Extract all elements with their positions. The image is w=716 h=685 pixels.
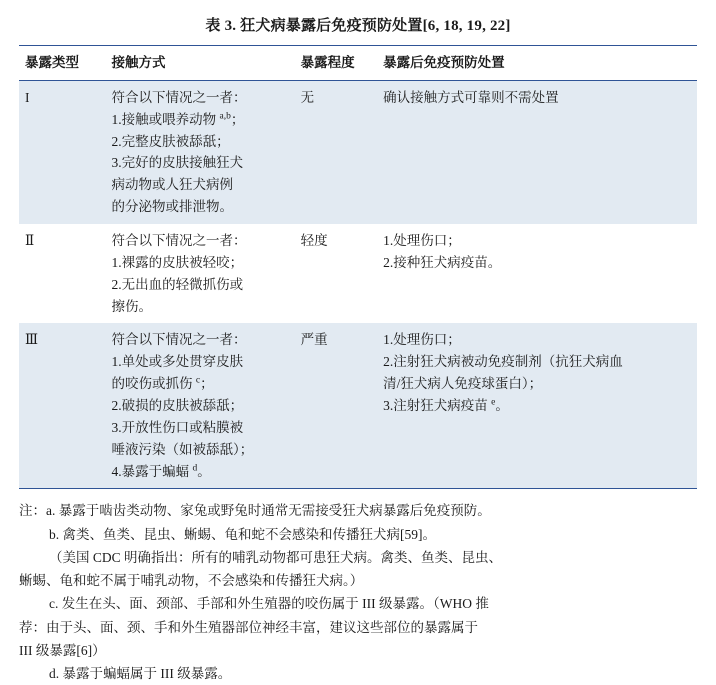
note-line: b. 禽类、鱼类、昆虫、蜥蜴、龟和蛇不会感染和传播狂犬病[59]。 [49, 526, 436, 542]
cell-exposure-type: Ⅲ [19, 323, 106, 489]
pep-line: 清/狂犬病人免疫球蛋白）； [383, 376, 543, 392]
table-notes [19, 499, 697, 685]
note-line: 蜥蜴、龟和蛇不属于哺乳动物，不会感染和传播狂犬病。） [19, 573, 364, 589]
pep-line: 1.处理伤口； [383, 332, 461, 348]
cell-pep-measures [377, 80, 697, 224]
table-header-row [19, 46, 697, 81]
footnote-marker-e: e [491, 397, 496, 408]
pep-line: 确认接触方式可靠则不需处置 [383, 89, 559, 105]
document-page [0, 14, 716, 681]
cell-exposure-degree: 无 [295, 80, 377, 224]
pep-line: 3.注射狂犬病疫苗 $^e$。 [383, 397, 509, 414]
cell-exposure-type: I [19, 80, 106, 224]
note-line: 注：a. 暴露于啮齿类动物、家兔或野兔时通常无需接受狂犬病暴露后免疫预防。 [19, 503, 491, 519]
cell-pep-measures [377, 224, 697, 323]
table-title: 表 3. 狂犬病暴露后免疫预防处置[6, 18, 19, 22] [205, 18, 511, 34]
column-header-exposure-type: 暴露类型 [19, 46, 106, 81]
cell-exposure-type: Ⅱ [19, 224, 106, 323]
contact-line: 1.裸露的皮肤被轻咬； [111, 254, 244, 270]
footnote-marker-d: d [192, 463, 198, 474]
cell-contact-method [106, 323, 295, 489]
contact-line: 3.完好的皮肤接触狂犬 [111, 155, 244, 171]
contact-line: 符合以下情况之一者： [111, 233, 247, 249]
cell-contact-method [106, 224, 295, 323]
pep-line: 1.处理伤口； [383, 233, 461, 249]
contact-line: 4.暴露于蝙蝠 $^d$。 [111, 463, 211, 479]
table-row [19, 323, 697, 489]
cell-pep-measures [377, 323, 697, 489]
contact-line: 的分泌物或排泄物。 [111, 199, 233, 215]
contact-line: 2.完整皮肤被舔舐； [111, 133, 230, 149]
cell-exposure-degree: 严重 [295, 323, 377, 489]
contact-line: 2.破损的皮肤被舔舐； [111, 398, 244, 414]
table-row [19, 224, 697, 323]
contact-line: 符合以下情况之一者： [111, 332, 247, 348]
footnote-marker-c: c [195, 375, 201, 386]
contact-line: 病动物或人狂犬病例 [111, 177, 233, 193]
contact-line: 的咬伤或抓伤 $^c$； [111, 375, 214, 392]
pep-line: 2.接种狂犬病疫苗。 [383, 254, 502, 270]
contact-line: 符合以下情况之一者： [111, 89, 247, 105]
footnote-marker-ab: a,b [219, 111, 231, 122]
table-header [19, 46, 697, 81]
contact-line: 1.接触或喂养动物 $^{a,b}$； [111, 111, 245, 127]
rabies-exposure-table [19, 45, 697, 489]
contact-line: 2.无出血的轻微抓伤或 [111, 276, 244, 292]
contact-line: 擦伤。 [111, 298, 152, 314]
table-body [19, 80, 697, 489]
note-line: （美国 CDC 明确指出：所有的哺乳动物都可患狂犬病。禽类、鱼类、昆虫、 [49, 549, 503, 565]
note-line: 荐：由于头、面、颈、手和外生殖器部位神经丰富，建议这些部位的暴露属于 [19, 619, 478, 635]
column-header-contact-method: 接触方式 [106, 46, 295, 81]
contact-line: 唾液污染（如被舔舐）； [111, 441, 254, 457]
note-line: d. 暴露于蝙蝠属于 III 级暴露。 [49, 666, 232, 681]
note-line: c. 发生在头、面、颈部、手部和外生殖器的咬伤属于 III 级暴露。（WHO 推 [49, 596, 489, 612]
note-line: III 级暴露[6]） [19, 642, 106, 658]
contact-line: 3.开放性伤口或粘膜被 [111, 419, 244, 435]
cell-exposure-degree: 轻度 [295, 224, 377, 323]
column-header-pep-measures: 暴露后免疫预防处置 [377, 46, 697, 81]
pep-line: 2.注射狂犬病被动免疫制剂（抗狂犬病血 [383, 354, 623, 370]
cell-contact-method [106, 80, 295, 224]
table-row [19, 80, 697, 224]
contact-line: 1.单处或多处贯穿皮肤 [111, 354, 244, 370]
column-header-exposure-degree: 暴露程度 [295, 46, 377, 81]
